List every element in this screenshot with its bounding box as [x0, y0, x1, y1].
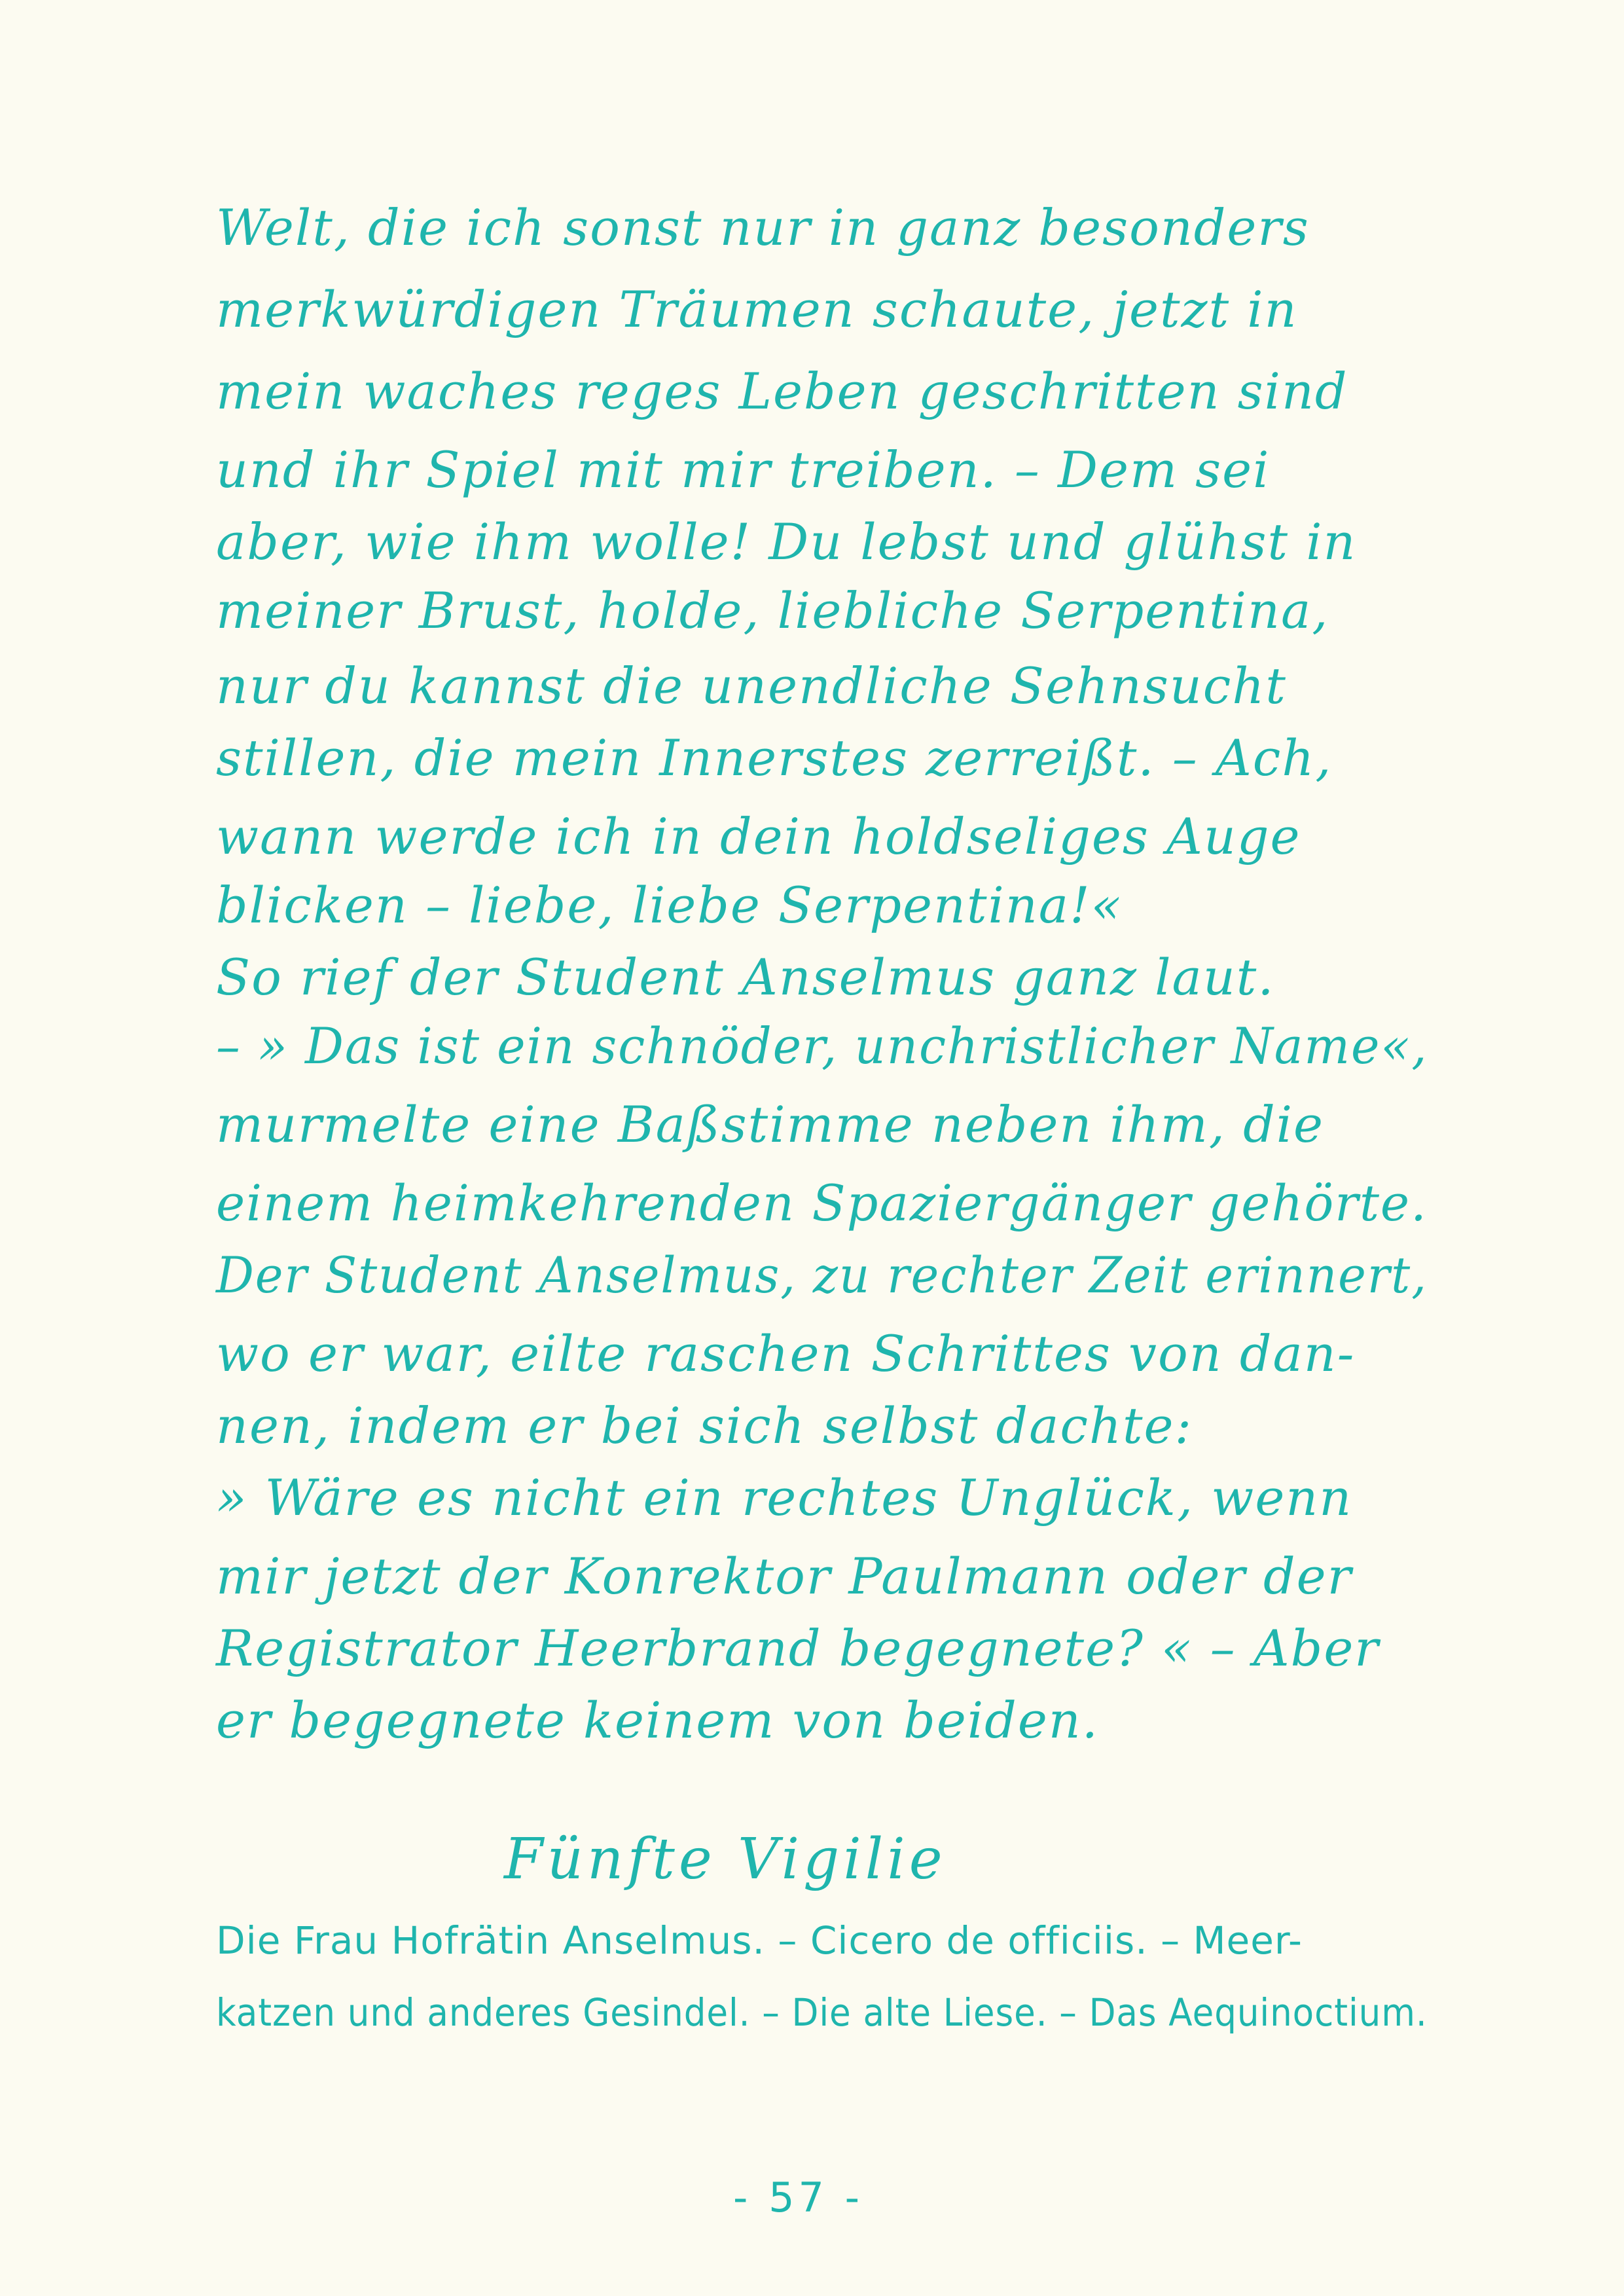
manuscript-line: und ihr Spiel mit mir treiben. – Dem sei [216, 441, 1271, 499]
manuscript-line: murmelte eine Baßstimme neben ihm, die [216, 1095, 1325, 1154]
manuscript-line: einem heimkehrenden Spaziergänger gehörte. [216, 1174, 1428, 1232]
manuscript-line: So rief der Student Anselmus ganz laut. [216, 948, 1275, 1006]
chapter-summary-line: katzen und anderes Gesindel. – Die alte Liese. – Das Aequinoctium. [216, 1990, 1428, 2035]
manuscript-line: Registrator Heerbrand begegnete? « – Aber [216, 1619, 1380, 1677]
manuscript-line: stillen, die mein Innerstes zerreißt. – Ach, [216, 729, 1333, 787]
manuscript-line: merkwürdigen Träumen schaute, jetzt in [216, 280, 1298, 338]
manuscript-line: Welt, die ich sonst nur in ganz besonders [216, 198, 1310, 257]
manuscript-line: Der Student Anselmus, zu rechter Zeit erinnert, [216, 1246, 1428, 1304]
manuscript-line: mir jetzt der Konrektor Paulmann oder der [216, 1547, 1352, 1605]
manuscript-line: blicken – liebe, liebe Serpentina!« [216, 876, 1123, 934]
manuscript-line: aber, wie ihm wolle! Du lebst und glühst in [216, 513, 1357, 571]
manuscript-line: nur du kannst die unendliche Sehnsucht [216, 657, 1287, 715]
manuscript-line: – » Das ist ein schnöder, unchristlicher Name«, [216, 1017, 1428, 1075]
chapter-title: Fünfte Vigilie [504, 1827, 947, 1892]
manuscript-line: mein waches reges Leben geschritten sind [216, 362, 1348, 420]
manuscript-line: er begegnete keinem von beiden. [216, 1691, 1099, 1749]
page-number: - 57 - [733, 2174, 864, 2221]
manuscript-line: wo er war, eilte raschen Schrittes von dan- [216, 1324, 1356, 1383]
manuscript-line: » Wäre es nicht ein rechtes Unglück, wenn [216, 1468, 1353, 1527]
manuscript-line: nen, indem er bei sich selbst dachte: [216, 1396, 1193, 1455]
manuscript-line: meiner Brust, holde, liebliche Serpentina, [216, 581, 1329, 640]
chapter-summary-line: Die Frau Hofrätin Anselmus. – Cicero de officiis. – Meer- [216, 1918, 1303, 1963]
manuscript-line: wann werde ich in dein holdseliges Auge [216, 807, 1301, 866]
